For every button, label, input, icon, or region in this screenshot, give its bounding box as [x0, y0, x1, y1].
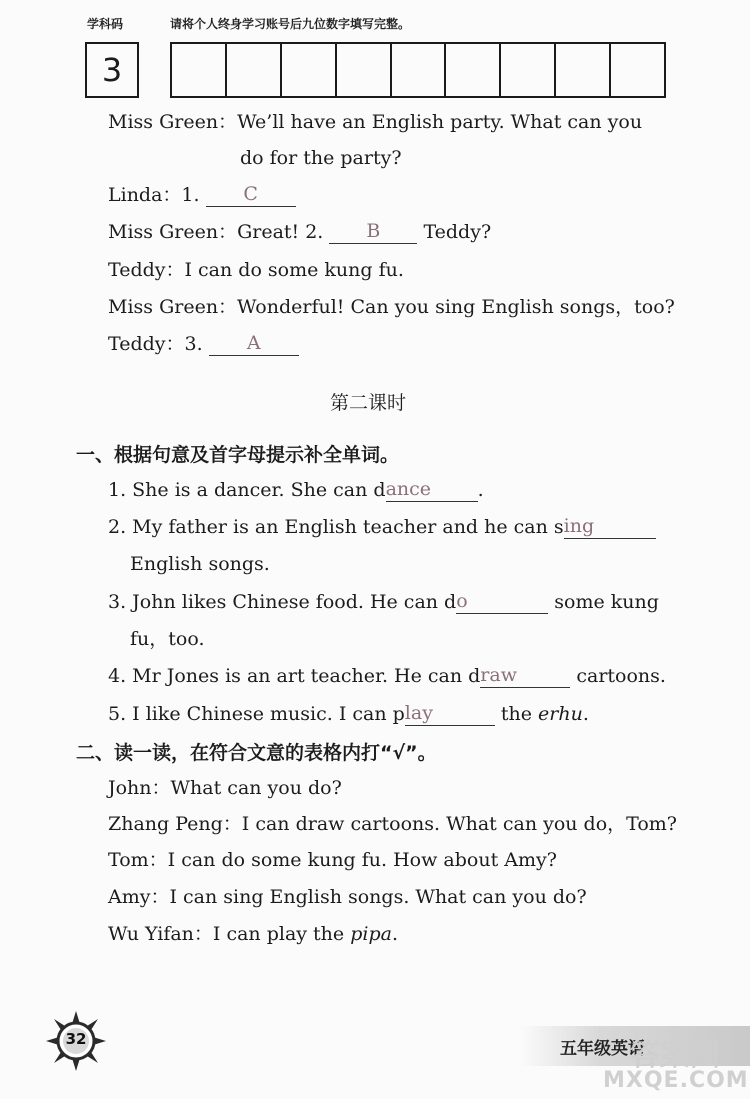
- answer-blank[interactable]: [405, 703, 495, 726]
- dialogue-line: Linda：1. C: [108, 183, 296, 207]
- digit-box[interactable]: [225, 44, 280, 96]
- dialogue-line: Wu Yifan：I can play the pipa.: [108, 923, 398, 945]
- dialogue-line-continued: do for the party?: [240, 147, 402, 169]
- lesson-title: 第二课时: [330, 392, 407, 414]
- account-digit-boxes[interactable]: [170, 42, 666, 98]
- digit-box[interactable]: [444, 44, 499, 96]
- watermark-url: MXQE.COM: [603, 1068, 749, 1093]
- digit-box[interactable]: [390, 44, 445, 96]
- page-number: 32: [65, 1030, 87, 1048]
- section-title: 二、读一读，在符合文意的表格内打“√”。: [76, 742, 437, 764]
- digit-box[interactable]: [554, 44, 609, 96]
- answer-text: ance: [385, 478, 432, 500]
- question-5: 5. I like Chinese music. I can p lay the erhu.: [108, 702, 589, 725]
- digit-box[interactable]: [280, 44, 335, 96]
- watermark-logo: 答案圈: [630, 1038, 720, 1073]
- question-3: 3. John likes Chinese food. He can d o some kung: [108, 590, 659, 613]
- book-label: 五年级英语: [560, 1039, 645, 1059]
- dialogue-line: Teddy：3. A: [108, 332, 299, 356]
- answer-blank[interactable]: [386, 479, 478, 502]
- answer-text: lay: [404, 702, 433, 724]
- answer-blank[interactable]: [564, 516, 656, 539]
- answer-text: A: [246, 332, 261, 354]
- dialogue-line: Tom：I can do some kung fu. How about Amy?: [108, 849, 557, 871]
- digit-box[interactable]: [499, 44, 554, 96]
- digit-box[interactable]: [172, 44, 225, 96]
- answer-blank[interactable]: [209, 333, 299, 356]
- answer-blank[interactable]: [329, 221, 417, 244]
- dialogue-line: Miss Green：We’ll have an English party. What can you: [108, 111, 643, 133]
- dialogue-line: Amy：I can sing English songs. What can you do?: [108, 886, 587, 908]
- question-4: 4. Mr Jones is an art teacher. He can d raw cartoons.: [108, 664, 666, 687]
- subject-code-label: 学科码: [87, 17, 124, 31]
- question-3-continued: fu，too.: [130, 628, 205, 650]
- dialogue-line: Zhang Peng：I can draw cartoons. What can you do，Tom?: [108, 813, 677, 835]
- page-number-badge: [45, 1010, 107, 1072]
- digit-box[interactable]: [609, 44, 664, 96]
- answer-text: ing: [563, 515, 595, 537]
- answer-text: C: [243, 183, 258, 205]
- section-title: 一、根据句意及首字母提示补全单词。: [76, 444, 400, 466]
- dialogue-line: John：What can you do?: [108, 777, 342, 799]
- dialogue-line: Teddy：I can do some kung fu.: [108, 259, 404, 281]
- account-instruction: 请将个人终身学习账号后九位数字填写完整。: [170, 17, 411, 31]
- answer-text: B: [366, 220, 381, 242]
- answer-text: o: [456, 590, 468, 612]
- digit-box[interactable]: [335, 44, 390, 96]
- answer-text: raw: [480, 664, 517, 686]
- answer-blank[interactable]: [456, 591, 548, 614]
- answer-blank[interactable]: [480, 665, 570, 688]
- question-2: 2. My father is an English teacher and he can s ing: [108, 515, 656, 539]
- dialogue-line: Miss Green：Wonderful! Can you sing English songs，too?: [108, 296, 675, 318]
- answer-blank[interactable]: [206, 184, 296, 207]
- subject-code-box: 3: [85, 42, 139, 98]
- question-2-continued: English songs.: [130, 553, 270, 575]
- dialogue-line: Miss Green：Great! 2. B Teddy?: [108, 220, 492, 243]
- question-1: 1. She is a dancer. She can d ance .: [108, 478, 484, 501]
